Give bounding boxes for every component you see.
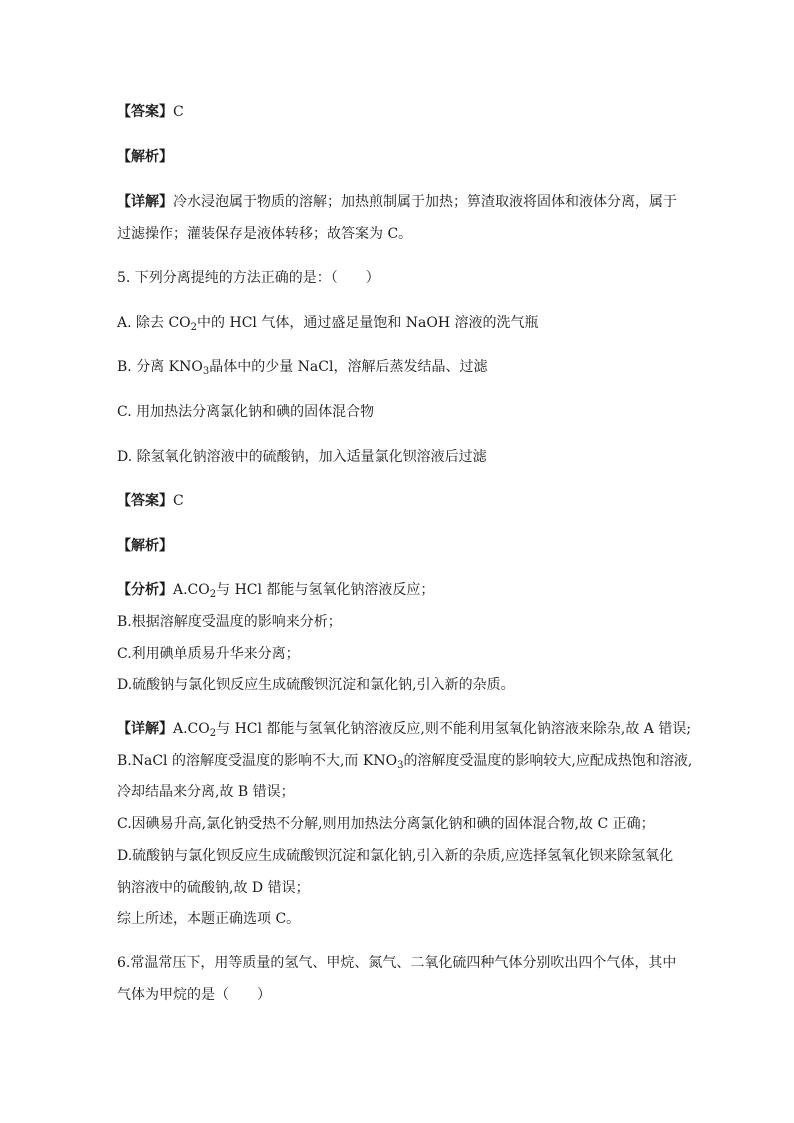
q4-analysis-tag: 【解析】 — [117, 149, 173, 165]
xiangjie-b-pre: B.NaCl 的溶解度受温度的影响不大,而 KNO — [117, 753, 398, 769]
answer-value: C — [173, 493, 184, 509]
option-b-pre: B. 分离 KNO — [117, 359, 203, 375]
q5-option-d: D. 除氢氧化钠溶液中的硫酸钠，加入适量氯化钡溶液后过滤 — [117, 449, 487, 465]
option-b-sub: 3 — [202, 366, 210, 377]
q5-fenxi-b: B.根据溶解度受温度的影响来分析； — [117, 614, 342, 630]
q4-answer-line — [117, 102, 184, 122]
fenxi-a-sub: 2 — [209, 589, 217, 600]
xiangjie-b-sub: 3 — [397, 760, 404, 771]
xiangjie-a-sub: 2 — [209, 728, 217, 739]
q4-detail-line-1 — [117, 192, 677, 212]
option-b-post: 晶体中的少量 NaCl，溶解后蒸发结晶、过滤 — [209, 359, 488, 375]
q5-xiangjie-b2: 冷却结晶来分离,故 B 错误； — [117, 784, 295, 800]
answer-value: C — [173, 104, 184, 120]
q4-detail-line-2: 过滤操作；灌装保存是液体转移；故答案为 C。 — [117, 226, 413, 242]
q5-xiangjie-a — [117, 719, 691, 739]
q5-fenxi-c: C.利用碘单质易升华来分离； — [117, 646, 300, 662]
xiangjie-a-pre: A.CO — [173, 721, 210, 737]
q5-xiangjie-d2: 钠溶液中的硫酸钠,故 D 错误； — [117, 880, 310, 896]
q5-answer-line — [117, 491, 184, 511]
q5-stem: 5. 下列分离提纯的方法正确的是：（ ） — [117, 270, 380, 286]
fenxi-tag: 【分析】 — [117, 582, 173, 598]
q6-stem-line-2: 气体为甲烷的是（ ） — [117, 987, 271, 1003]
xiangjie-b-post: 的溶解度受温度的影响较大,应配成热饱和溶液, — [403, 753, 693, 769]
q5-xiangjie-b — [117, 751, 692, 771]
option-a-sub: 2 — [190, 322, 198, 333]
q6-stem-line-1: 6.常温常压下，用等质量的氢气、甲烷、氮气、二氧化硫四种气体分别吹出四个气体，其中 — [117, 955, 677, 971]
option-a-pre: A. 除去 CO — [117, 315, 191, 331]
fenxi-a-pre: A.CO — [173, 582, 210, 598]
xiangjie-a-post: 与 HCl 都能与氢氧化钠溶液反应,则不能利用氢氧化钠溶液来除杂,故 A 错误; — [216, 721, 692, 737]
answer-tag: 【答案】 — [117, 493, 173, 509]
q5-summary: 综上所述，本题正确选项 C。 — [117, 911, 301, 927]
q5-analysis-tag: 【解析】 — [117, 538, 173, 554]
q5-fenxi-a — [117, 580, 434, 600]
q5-option-a — [117, 313, 539, 333]
q5-option-b — [117, 357, 487, 377]
fenxi-a-post: 与 HCl 都能与氢氧化钠溶液反应； — [216, 582, 435, 598]
q5-xiangjie-c: C.因碘易升高,氯化钠受热不分解,则用加热法分离氯化钠和碘的固体混合物,故 C 正确； — [117, 816, 655, 832]
q5-fenxi-d: D.硫酸钠与氯化钡反应生成硫酸钡沉淀和氯化钠,引入新的杂质。 — [117, 677, 515, 693]
answer-tag: 【答案】 — [117, 104, 173, 120]
detail-tag: 【详解】 — [117, 194, 173, 210]
q5-option-c: C. 用加热法分离氯化钠和碘的固体混合物 — [117, 404, 375, 420]
option-a-post: 中的 HCl 气体，通过盛足量饱和 NaOH 溶液的洗气瓶 — [197, 315, 539, 331]
xiangjie-tag: 【详解】 — [117, 721, 173, 737]
detail-text: 冷水浸泡属于物质的溶解；加热煎制属于加热；箅渣取液将固体和液体分离，属于 — [173, 194, 677, 210]
q5-xiangjie-d1: D.硫酸钠与氯化钡反应生成硫酸钡沉淀和氯化钠,引入新的杂质,应选择氢氧化钡来除氢氧化 — [117, 848, 674, 864]
